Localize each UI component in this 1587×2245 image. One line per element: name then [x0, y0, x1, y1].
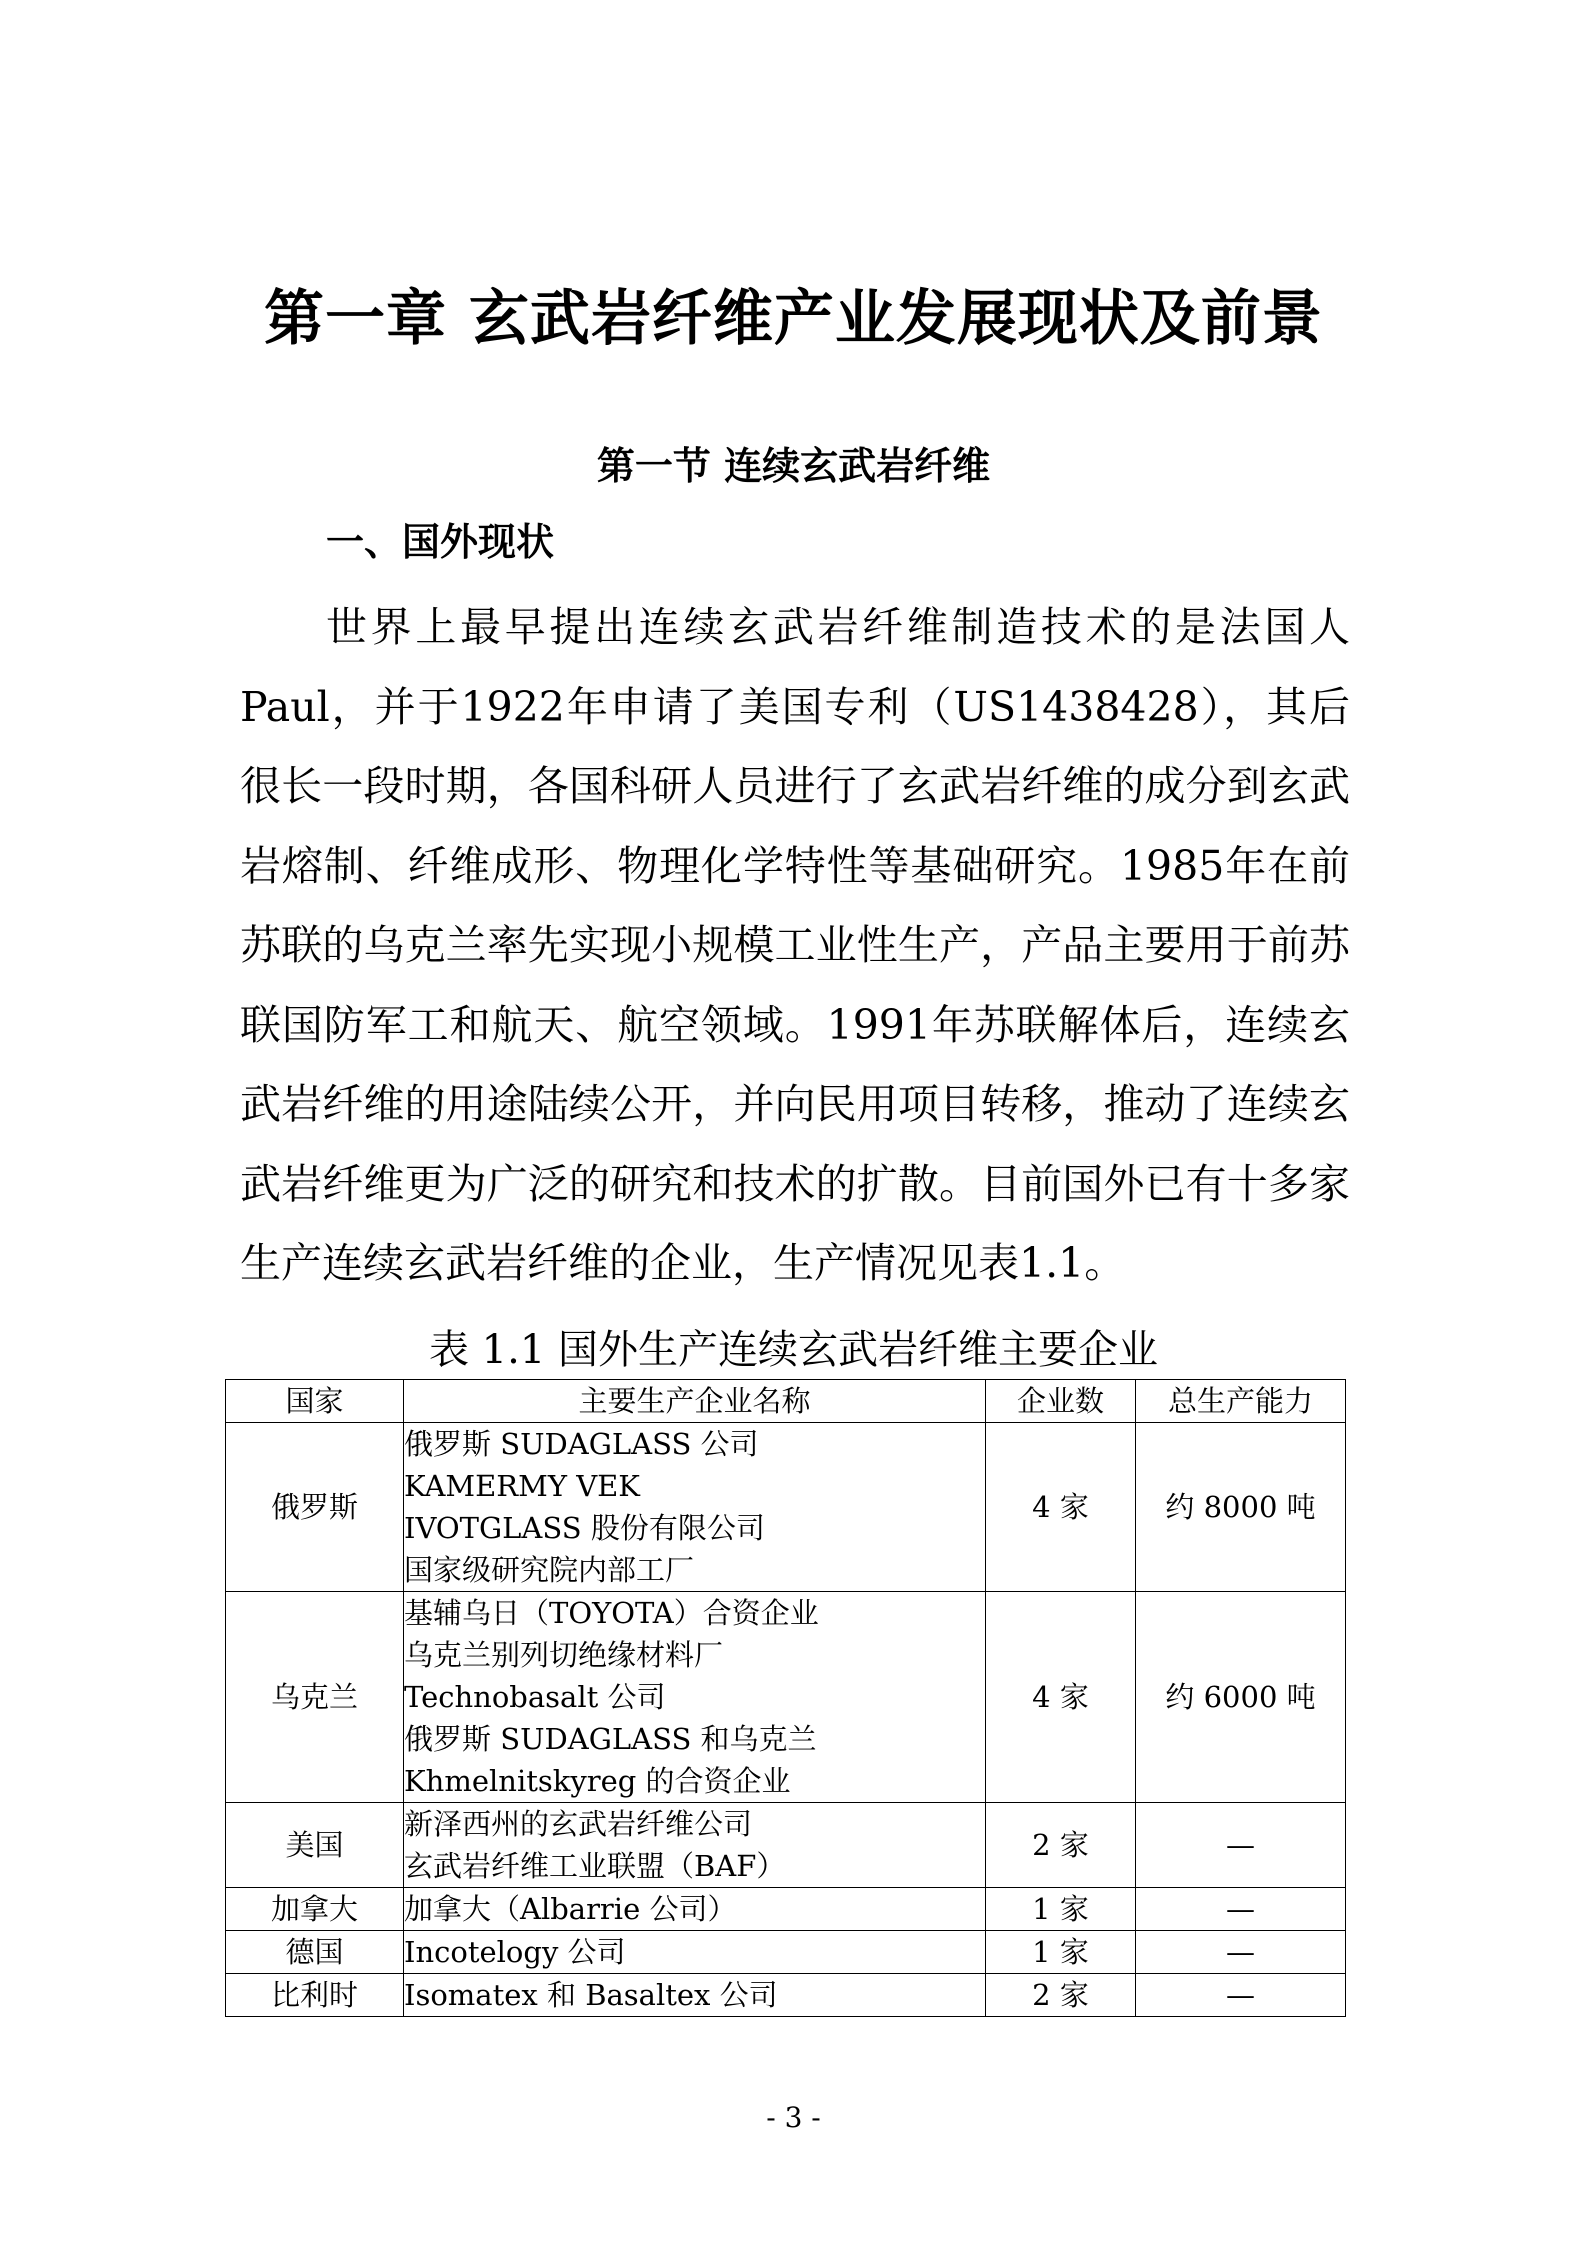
table-row-belgium [226, 1974, 1346, 2017]
country-cell: 俄罗斯 [226, 1423, 404, 1592]
capacity-cell: — [1136, 1803, 1346, 1888]
company-name: 基辅乌日（TOYOTA）合资企业 [404, 1596, 819, 1630]
table-row-canada [226, 1888, 1346, 1931]
header-count: 企业数 [986, 1380, 1136, 1423]
section-title: 第一节 连续玄武岩纤维 [596, 444, 991, 488]
count-cell: 2 家 [986, 1803, 1136, 1888]
table-row-russia [226, 1423, 1346, 1592]
company-name: 玄武岩纤维工业联盟（BAF） [404, 1849, 786, 1883]
table-caption: 表 1.1 国外生产连续玄武岩纤维主要企业 [428, 1327, 1159, 1373]
header-capacity: 总生产能力 [1136, 1380, 1346, 1423]
company-name: Incotelogy 公司 [404, 1935, 626, 1969]
count-cell: 4 家 [986, 1423, 1136, 1592]
company-name: 乌克兰别列切绝缘材料厂 [404, 1638, 724, 1672]
company-name: 国家级研究院内部工厂 [404, 1553, 695, 1587]
capacity-cell: — [1136, 1931, 1346, 1974]
chapter-title: 第一章 玄武岩纤维产业发展现状及前景 [264, 284, 1323, 354]
country-cell: 美国 [226, 1803, 404, 1888]
capacity-cell: 约 6000 吨 [1136, 1592, 1346, 1803]
companies-cell [404, 1888, 986, 1931]
count-cell: 1 家 [986, 1931, 1136, 1974]
company-name: 新泽西州的玄武岩纤维公司 [404, 1807, 753, 1841]
body-paragraph: 世界上最早提出连续玄武岩纤维制造技术的是法国人Paul，并于1922年申请了美国专利（US1438428），其后很长一段时期，各国科研人员进行了玄武岩纤维的成分到玄武岩熔制、纤维成形、物理化学特性等基础研究。1985年在前苏联的乌克兰率先实现小规模工业性生产，产品主要用于前苏联国防军工和航天、航空领域。1991年苏联解体后，连续玄武岩纤维的用途陆续公开，并向民用项目转移，推动了连续玄武岩纤维更为广泛的研究和技术的扩散。目前国外已有十多家生产连续玄武岩纤维的企业，生产情况见表1.1。 [240, 603, 1350, 1287]
header-companies: 主要生产企业名称 [404, 1380, 986, 1423]
companies-cell [404, 1931, 986, 1974]
company-name: 加拿大（Albarrie 公司） [404, 1892, 737, 1926]
subsection-title: 一、国外现状 [326, 520, 555, 564]
companies-cell [404, 1803, 986, 1888]
companies-cell [404, 1974, 986, 2017]
capacity-cell: — [1136, 1974, 1346, 2017]
companies-cell [404, 1592, 986, 1803]
count-cell: 2 家 [986, 1974, 1136, 2017]
table-row-germany [226, 1931, 1346, 1974]
capacity-cell: — [1136, 1888, 1346, 1931]
table-row-usa [226, 1803, 1346, 1888]
company-name: Isomatex 和 Basaltex 公司 [404, 1978, 778, 2012]
company-name: 俄罗斯 SUDAGLASS 公司 [404, 1427, 759, 1461]
table-row-ukraine [226, 1592, 1346, 1803]
companies-table [225, 1379, 1346, 2017]
company-name: Khmelnitskyreg 的合资企业 [404, 1764, 791, 1798]
country-cell: 乌克兰 [226, 1592, 404, 1803]
country-cell: 德国 [226, 1931, 404, 1974]
company-name: KAMERMY VEK [404, 1469, 640, 1503]
country-cell: 比利时 [226, 1974, 404, 2017]
count-cell: 4 家 [986, 1592, 1136, 1803]
company-name: Technobasalt 公司 [404, 1680, 666, 1714]
company-name: 俄罗斯 SUDAGLASS 和乌克兰 [404, 1722, 817, 1756]
companies-cell [404, 1423, 986, 1592]
table-header-row [226, 1380, 1346, 1423]
page-number: - 3 - [766, 2101, 821, 2134]
count-cell: 1 家 [986, 1888, 1136, 1931]
capacity-cell: 约 8000 吨 [1136, 1423, 1346, 1592]
header-country: 国家 [226, 1380, 404, 1423]
company-name: IVOTGLASS 股份有限公司 [404, 1511, 765, 1545]
country-cell: 加拿大 [226, 1888, 404, 1931]
